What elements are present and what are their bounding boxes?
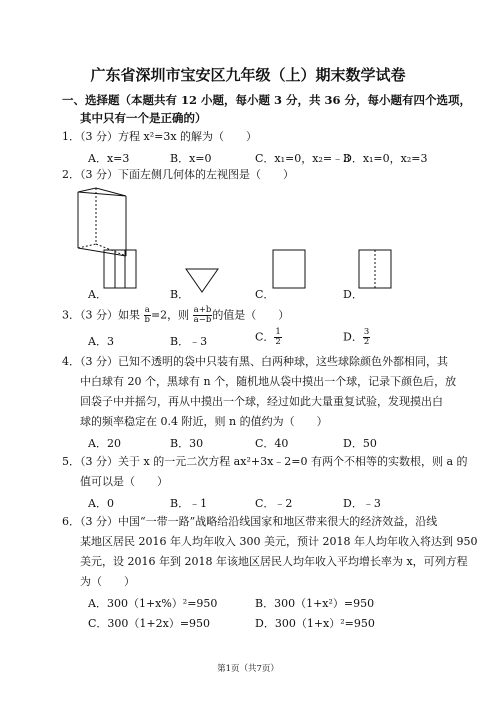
q4-option-c: C．40 [255, 437, 289, 450]
q5-option-b: B．﹣1 [170, 497, 208, 510]
question-6-line-4: 为（ ） [80, 575, 135, 588]
q6-option-b: B．300（1+x²）=950 [255, 597, 375, 610]
q2-figure-a [103, 249, 137, 289]
q1-option-c: C．x₁=0，x₂=﹣3 [255, 152, 351, 165]
question-1: 1．（3 分）方程 x²=3x 的解为（ ） [62, 130, 258, 143]
q4-option-a: A．20 [88, 437, 121, 450]
question-2: 2．（3 分）下面左侧几何体的左视图是（ ） [62, 168, 294, 181]
q2-figure-b [185, 268, 219, 294]
q6-option-a: A．300（1+x%）²=950 [88, 597, 218, 610]
question-4-line-4: 球的频率稳定在 0.4 附近，则 n 的值约为（ ） [80, 415, 328, 428]
question-6-line-1: 6．（3 分）中国“一带一路”战略给沿线国家和地区带来很大的经济效益，沿线 [62, 515, 438, 528]
section-heading-cont: 其中只有一个是正确的） [80, 111, 207, 125]
q2-option-a: A． [88, 288, 107, 301]
q3-option-c: C． $\frac{1}{2}$ [255, 327, 281, 347]
question-5-line-1: 5．（3 分）关于 x 的一元二次方程 ax²+3x﹣2=0 有两个不相等的实数根，则 a 的 [62, 455, 468, 468]
question-4-line-3: 回袋子中并摇匀，再从中摸出一个球，经过如此大量重复试验，发现摸出白 [80, 395, 443, 408]
q2-option-b: B． [170, 288, 190, 301]
q1-option-b: B．x=0 [170, 152, 212, 165]
question-4-line-1: 4．（3 分）已知不透明的袋中只装有黑、白两种球，这些球除颜色外都相同，其 [62, 355, 448, 368]
q2-figure-d [358, 249, 392, 289]
q6-option-c: C．300（1+2x）=950 [88, 617, 211, 630]
q3-option-d: D． $\frac{3}{2}$ [343, 327, 370, 347]
q5-option-d: D．﹣3 [343, 497, 381, 510]
q2-option-c: C． [255, 288, 275, 301]
q3-option-a: A．3 [88, 335, 114, 348]
q1-option-d: D．x₁=0，x₂=3 [343, 152, 428, 165]
q4-option-b: B．30 [170, 437, 204, 450]
question-5-line-2: 值可以是（ ） [80, 475, 168, 488]
q5-option-c: C．﹣2 [255, 497, 293, 510]
q2-option-d: D． [343, 288, 363, 301]
question-3: 3．（3 分）如果 $\frac{a}{b}$ =2，则 $\frac{a+b}{a-b}$ 的值是（ ） [62, 305, 290, 325]
q1-option-a: A．x=3 [88, 152, 130, 165]
question-6-line-2: 某地区居民 2016 年人均年收入 300 美元，预计 2018 年人均年收入将达到 950 [80, 535, 478, 548]
section-heading: 一、选择题（本题共有 12 小题，每小题 3 分，共 36 分，每小题有四个选项， [62, 93, 472, 107]
question-4-line-2: 中白球有 20 个，黑球有 n 个，随机地从袋中摸出一个球，记录下颜色后，放 [80, 375, 457, 388]
q5-option-a: A．0 [88, 497, 114, 510]
q3-option-b: B．﹣3 [170, 335, 208, 348]
q4-option-d: D．50 [343, 437, 377, 450]
page-footer: 第1页（共7页） [217, 664, 279, 674]
q6-option-d: D．300（1+x）²=950 [255, 617, 375, 630]
page-title: 广东省深圳市宝安区九年级（上）期末数学试卷 [90, 66, 406, 84]
q2-figure-c [272, 249, 306, 289]
question-6-line-3: 美元，设 2016 年到 2018 年该地区居民人均年收入平均增长率为 x，可列方程 [80, 555, 468, 568]
